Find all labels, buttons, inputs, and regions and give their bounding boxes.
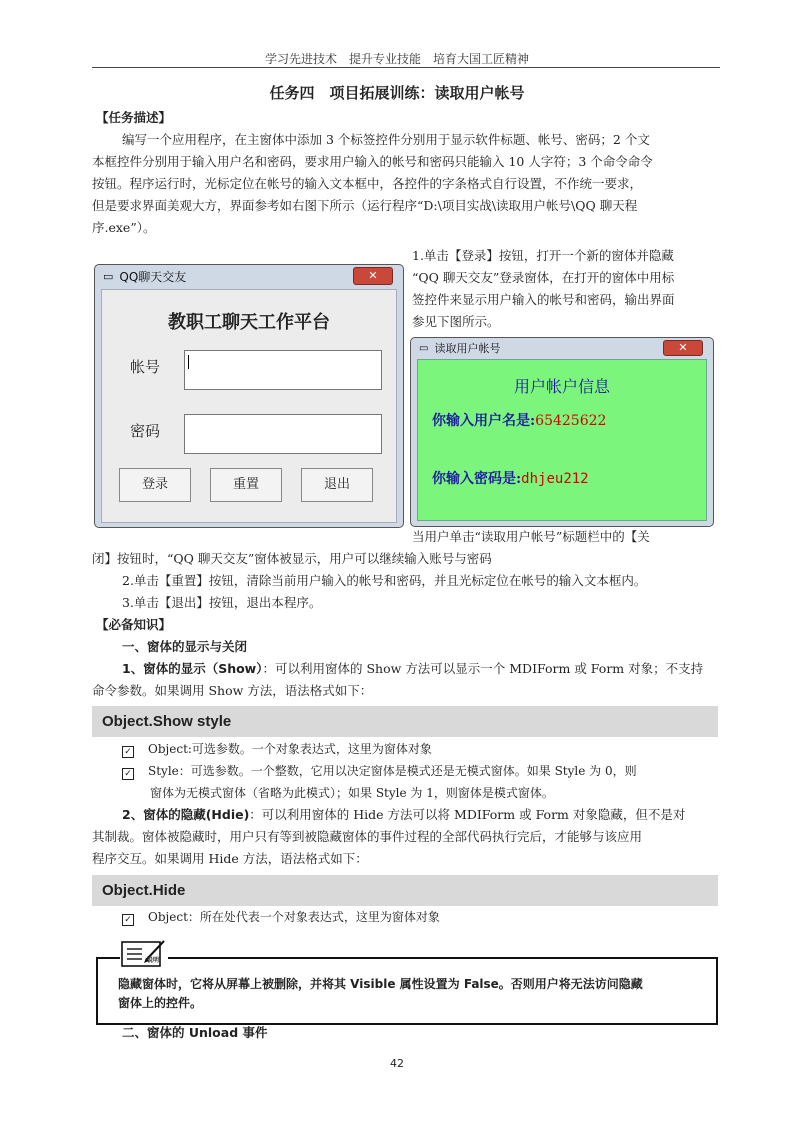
hide-bold: 2、窗体的隐藏(Hdie) xyxy=(122,807,250,822)
step3-text: 3.单击【退出】按钮，退出本程序。 xyxy=(122,595,322,610)
task-line-1: 编写一个应用程序，在主窗体中添加 3 个标签控件分别用于显示软件标题、帐号、密码；2 个文 xyxy=(122,132,650,147)
hide-line-3: 程序交互。如果调用 Hide 方法，语法格式如下： xyxy=(92,851,368,866)
task-heading: 【任务描述】 xyxy=(96,110,172,125)
step1-line-3: 签控件来显示用户输入的帐号和密码，输出界面 xyxy=(412,292,675,307)
hide-param-1-text: Object：所在处代表一个对象表达式，这里为窗体对象 xyxy=(148,910,440,924)
password-value: dhjeu212 xyxy=(521,471,589,487)
hide-line-2: 其制裁。窗体被隐藏时，用户只有等到被隐藏窗体的事件过程的全部代码执行完后，才能够与该应用 xyxy=(92,829,643,844)
window-icon: ▭ xyxy=(419,342,429,354)
note-line-1: 隐藏窗体时，它将从屏幕上被删除，并将其 Visible 属性设置为 False。否则用户将无法访问隐藏 xyxy=(118,977,643,991)
password-prefix: 你输入密码是: xyxy=(432,471,522,487)
show-syntax: Object.Show style xyxy=(92,706,718,737)
section-2-heading: 二、窗体的 Unload 事件 xyxy=(122,1025,268,1040)
step2-text: 2.单击【重置】按钮，清除当前用户输入的帐号和密码，并且光标定位在帐号的输入文本框内。 xyxy=(122,573,647,588)
show-param-2 xyxy=(122,760,637,782)
reset-button[interactable]: 重置 xyxy=(210,468,282,502)
qq-heading: 教职工聊天工作平台 xyxy=(168,312,330,333)
page-number: 42 xyxy=(390,1057,404,1070)
checkbox-icon: ✓ xyxy=(122,914,134,926)
qq-window-title: QQ聊天交友 xyxy=(119,269,187,284)
read-close-button[interactable]: ✕ xyxy=(663,340,703,356)
show-param-2-text: Style：可选参数。一个整数，它用以决定窗体是模式还是无模式窗体。如果 Style 为 0，则 xyxy=(148,764,637,778)
section-1-heading: 一、窗体的显示与关闭 xyxy=(122,639,248,654)
show-line-2: 命令参数。如果调用 Show 方法，语法格式如下： xyxy=(92,683,373,698)
note-line-2: 窗体上的控件。 xyxy=(118,996,203,1010)
username-row xyxy=(432,410,606,430)
show-param-1-text: Object:可选参数。一个对象表达式，这里为窗体对象 xyxy=(148,742,432,756)
password-label: 密码 xyxy=(130,422,161,440)
hide-param-1 xyxy=(122,906,440,928)
page-title: 任务四 项目拓展训练：读取用户帐号 xyxy=(269,84,525,102)
task-line-2: 本框控件分别用于输入用户名和密码，要求用户输入的帐号和密码只能输入 10 人字符；3 个命令命令 xyxy=(92,154,653,169)
step1-line-1: 1.单击【登录】按钮，打开一个新的窗体并隐藏 xyxy=(412,248,674,263)
show-line-1 xyxy=(122,658,703,680)
account-label: 帐号 xyxy=(130,358,161,376)
password-input[interactable] xyxy=(184,414,382,454)
read-client-area xyxy=(417,359,707,521)
task-line-5: 序.exe”）。 xyxy=(92,220,156,235)
task-line-3: 按钮。程序运行时，光标定位在帐号的输入文本框中，各控件的字条格式自行设置，不作统一要求， xyxy=(92,176,643,191)
username-prefix: 你输入用户名是: xyxy=(432,413,536,429)
window-icon: ▭ xyxy=(103,269,114,283)
checkbox-icon: ✓ xyxy=(122,746,134,758)
note-icon-label: 说明 xyxy=(147,957,160,964)
hide-text: ：可以利用窗体的 Hide 方法可以将 MDIForm 或 Form 对象隐藏，但不是对 xyxy=(249,807,686,822)
note-icon xyxy=(120,938,168,968)
task-line-4: 但是要求界面美观大方，界面参考如右图下所示（运行程序“D:\项目实战\读取用户帐号\QQ 聊天程 xyxy=(92,198,638,213)
note-box xyxy=(96,957,718,1025)
exit-button[interactable]: 退出 xyxy=(301,468,373,502)
show-param-1 xyxy=(122,738,432,760)
password-row xyxy=(432,468,589,488)
read-window xyxy=(410,337,714,527)
page-header: 学习先进技术 提升专业技能 培育大国工匠精神 xyxy=(264,52,529,66)
read-heading: 用户帐户信息 xyxy=(513,377,610,396)
qq-close-button[interactable]: ✕ xyxy=(353,267,393,285)
username-value: 65425622 xyxy=(535,413,607,429)
read-window-title: 读取用户帐号 xyxy=(434,342,501,355)
text-cursor xyxy=(188,355,189,369)
hide-line-1 xyxy=(122,804,685,826)
knowledge-heading: 【必备知识】 xyxy=(96,617,172,632)
show-text: ：可以利用窗体的 Show 方法可以显示一个 MDIForm 或 Form 对象；不支持 xyxy=(262,661,704,676)
close-note-line-1: 当用户单击“读取用户帐号”标题栏中的【关 xyxy=(412,529,650,544)
step1-line-4: 参见下图所示。 xyxy=(412,314,500,329)
hide-syntax: Object.Hide xyxy=(92,875,718,906)
step1-line-2: “QQ 聊天交友”登录窗体，在打开的窗体中用标 xyxy=(412,270,675,285)
close-note-line-2: 闭】按钮时，“QQ 聊天交友”窗体被显示，用户可以继续输入账号与密码 xyxy=(92,551,492,566)
show-bold: 1、窗体的显示（Show） xyxy=(122,661,263,676)
header-rule xyxy=(92,67,720,68)
show-param-2-cont: 窗体为无模式窗体（省略为此模式）；如果 Style 为 1，则窗体是模式窗体。 xyxy=(150,786,554,800)
checkbox-icon: ✓ xyxy=(122,768,134,780)
login-button[interactable]: 登录 xyxy=(119,468,191,502)
account-input[interactable] xyxy=(184,350,382,390)
